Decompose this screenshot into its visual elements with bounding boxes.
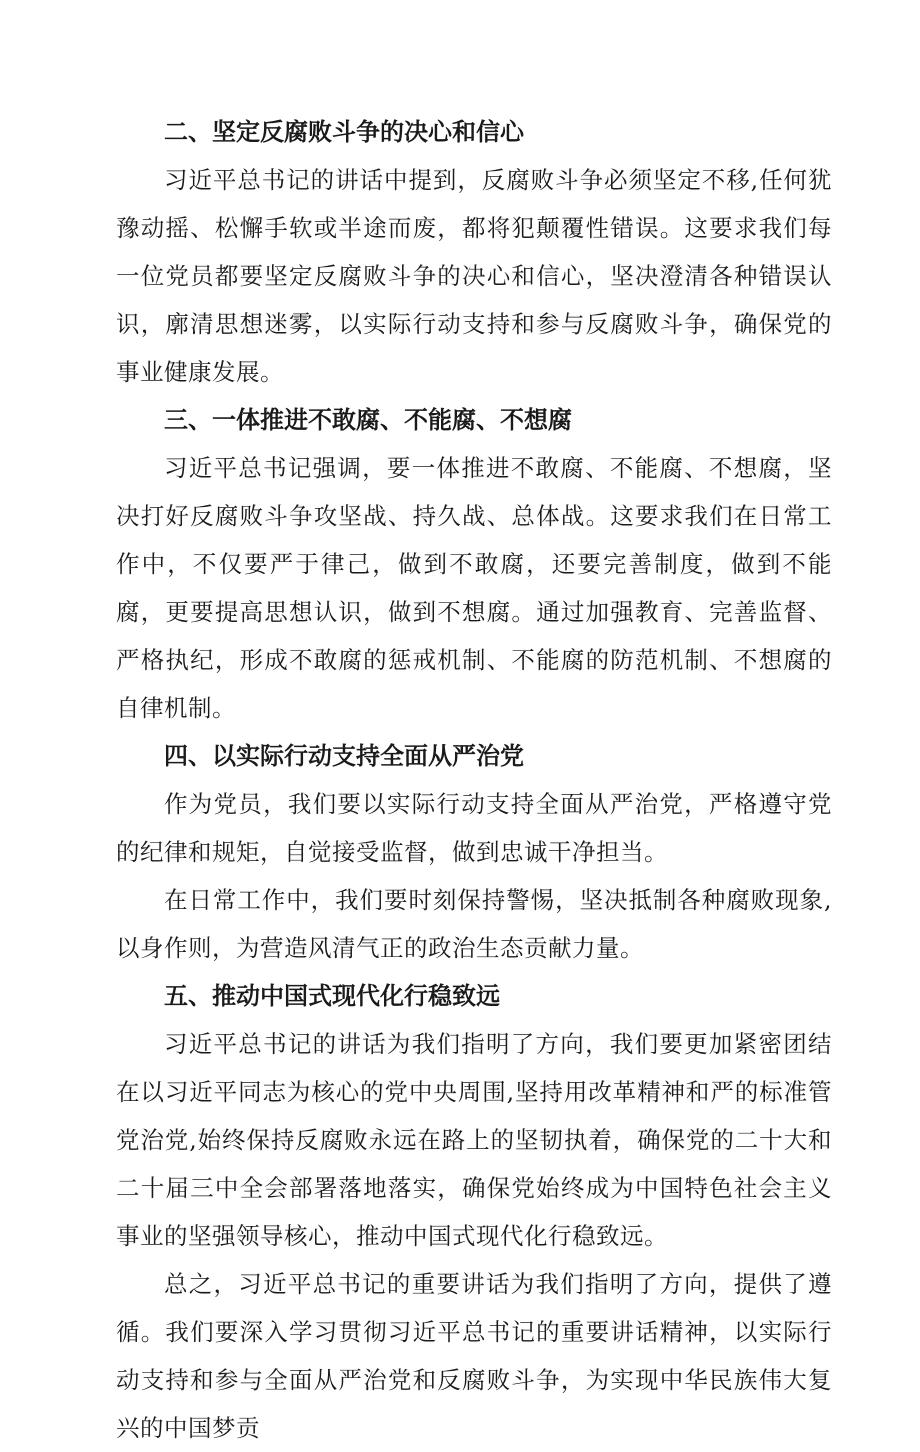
paragraph: 习近平总书记强调，要一体推进不敢腐、不能腐、不想腐，坚决打好反腐败斗争攻坚战、持久战、总体战。这要求我们在日常工作中，不仅要严于律己，做到不敢腐，还要完善制度，做到不能腐，更要提高思想认识，做到不想腐。通过加强教育、完善监督、严格执纪，形成不敢腐的惩戒机制、不能腐的防范机制、不想腐的自律机制。 [116, 454, 832, 722]
paragraph: 习近平总书记的讲话中提到，反腐败斗争必须坚定不移,任何犹豫动摇、松懈手软或半途而废，都将犯颠覆性错误。这要求我们每一位党员都要坚定反腐败斗争的决心和信心，坚决澄清各种错误认识，廓清思想迷雾，以实际行动支持和参与反腐败斗争，确保党的事业健康发展。 [116, 166, 832, 386]
paragraph: 作为党员，我们要以实际行动支持全面从严治党，严格遵守党的纪律和规矩，自觉接受监督，做到忠诚干净担当。 [116, 790, 832, 866]
section-heading: 二、坚定反腐败斗争的决心和信心 [164, 118, 524, 146]
paragraph: 在日常工作中，我们要时刻保持警惕，坚决抵制各种腐败现象,以身作则，为营造风清气正的政治生态贡献力量。 [116, 886, 832, 962]
section-heading: 三、一体推进不敢腐、不能腐、不想腐 [164, 406, 572, 434]
document-page [116, 96, 832, 1452]
paragraph: 习近平总书记的讲话为我们指明了方向，我们要更加紧密团结在以习近平同志为核心的党中央周围,坚持用改革精神和严的标准管党治党,始终保持反腐败永远在路上的坚韧执着，确保党的二十大和二十届三中全会部署落地落实，确保党始终成为中国特色社会主义事业的坚强领导核心，推动中国式现代化行稳致远。 [116, 1030, 832, 1250]
paragraph: 总之，习近平总书记的重要讲话为我们指明了方向，提供了遵循。我们要深入学习贯彻习近平总书记的重要讲话精神，以实际行动支持和参与全面从严治党和反腐败斗争，为实现中华民族伟大复兴的中国梦贡 [116, 1270, 832, 1442]
section-heading: 四、以实际行动支持全面从严治党 [164, 742, 524, 770]
section-heading: 五、推动中国式现代化行稳致远 [164, 982, 500, 1010]
